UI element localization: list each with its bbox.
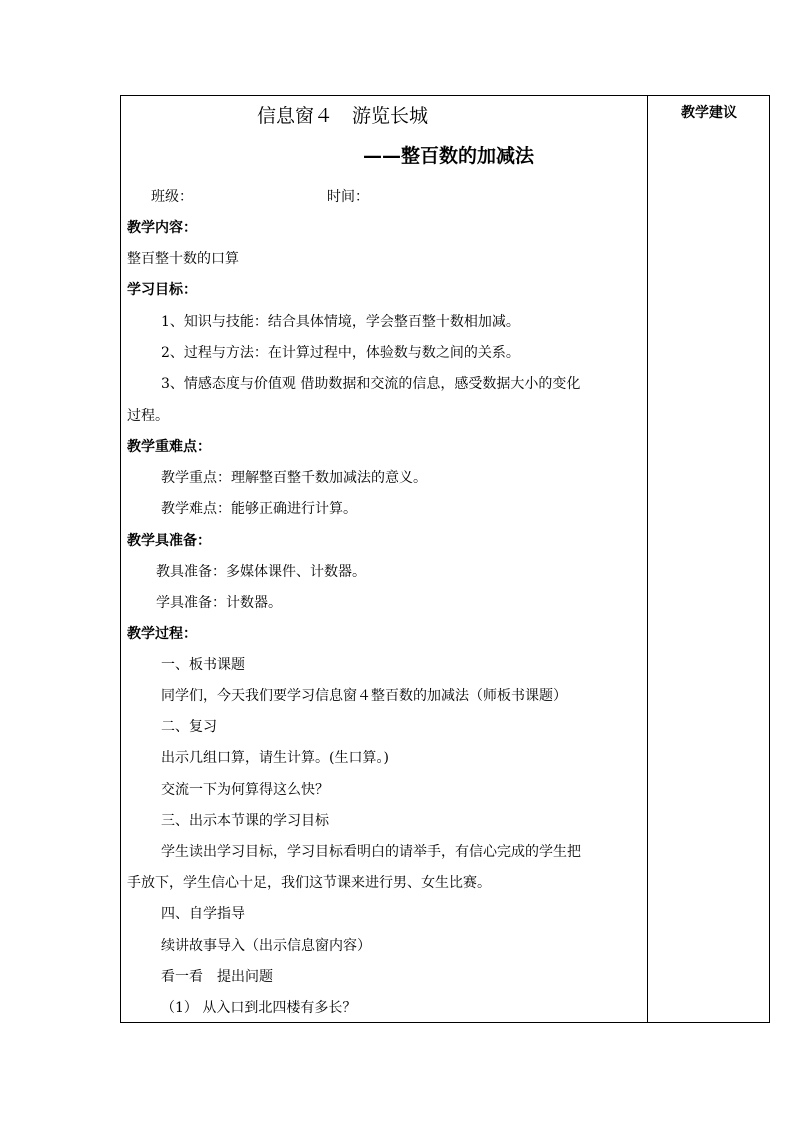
keypoint-item: 教学重点：理解整百整千数加减法的意义。 [161,470,427,486]
meta-row [151,187,451,207]
section-heading-process: 教学过程： [127,626,197,642]
process-text: 同学们，今天我们要学习信息窗４整百数的加减法（师板书课题） [161,688,567,704]
goal-item: 1、知识与技能：结合具体情境，学会整百整十数相加减。 [161,314,520,330]
lesson-plan-table [120,95,770,1023]
section-heading-keypoints: 教学重难点： [127,439,211,455]
section-heading-content: 教学内容： [127,220,197,236]
process-step: 四、自学指导 [161,906,245,922]
main-column [121,96,647,1022]
side-column [648,96,770,1022]
time-label: 时间： [327,189,369,205]
document-title: 信息窗４ 游览长城 [257,105,429,127]
document-subtitle: ——整百数的加减法 [363,145,535,167]
process-text: 交流一下为何算得这么快？ [161,782,329,798]
teaching-suggestions-header: 教学建议 [681,105,737,121]
section-heading-goals: 学习目标： [127,282,197,298]
process-step: 二、复习 [161,719,217,735]
process-text: 续讲故事导入（出示信息窗内容） [161,938,371,954]
question-item: （1） 从入口到北四楼有多长？ [161,1000,357,1016]
class-label: 班级： [151,189,193,205]
content-text: 整百整十数的口算 [127,251,239,267]
goal-item-continued: 过程。 [127,408,169,424]
process-text-continued: 手放下，学生信心十足，我们这节课来进行男、女生比赛。 [127,875,491,891]
process-step: 三、出示本节课的学习目标 [161,813,329,829]
section-heading-materials: 教学具准备： [127,533,211,549]
process-text: 看一看 提出问题 [161,969,273,985]
material-item: 教具准备：多媒体课件、计数器。 [156,564,366,580]
material-item: 学具准备：计数器。 [156,595,282,611]
process-step: 一、板书课题 [161,657,245,673]
process-text: 出示几组口算，请生计算。(生口算。) [161,750,389,766]
goal-item: 2、过程与方法：在计算过程中，体验数与数之间的关系。 [161,345,520,361]
goal-item: 3、情感态度与价值观 借助数据和交流的信息，感受数据大小的变化 [161,376,581,392]
process-text: 学生读出学习目标，学习目标看明白的请举手，有信心完成的学生把 [161,844,581,860]
keypoint-item: 教学难点：能够正确进行计算。 [161,501,357,517]
